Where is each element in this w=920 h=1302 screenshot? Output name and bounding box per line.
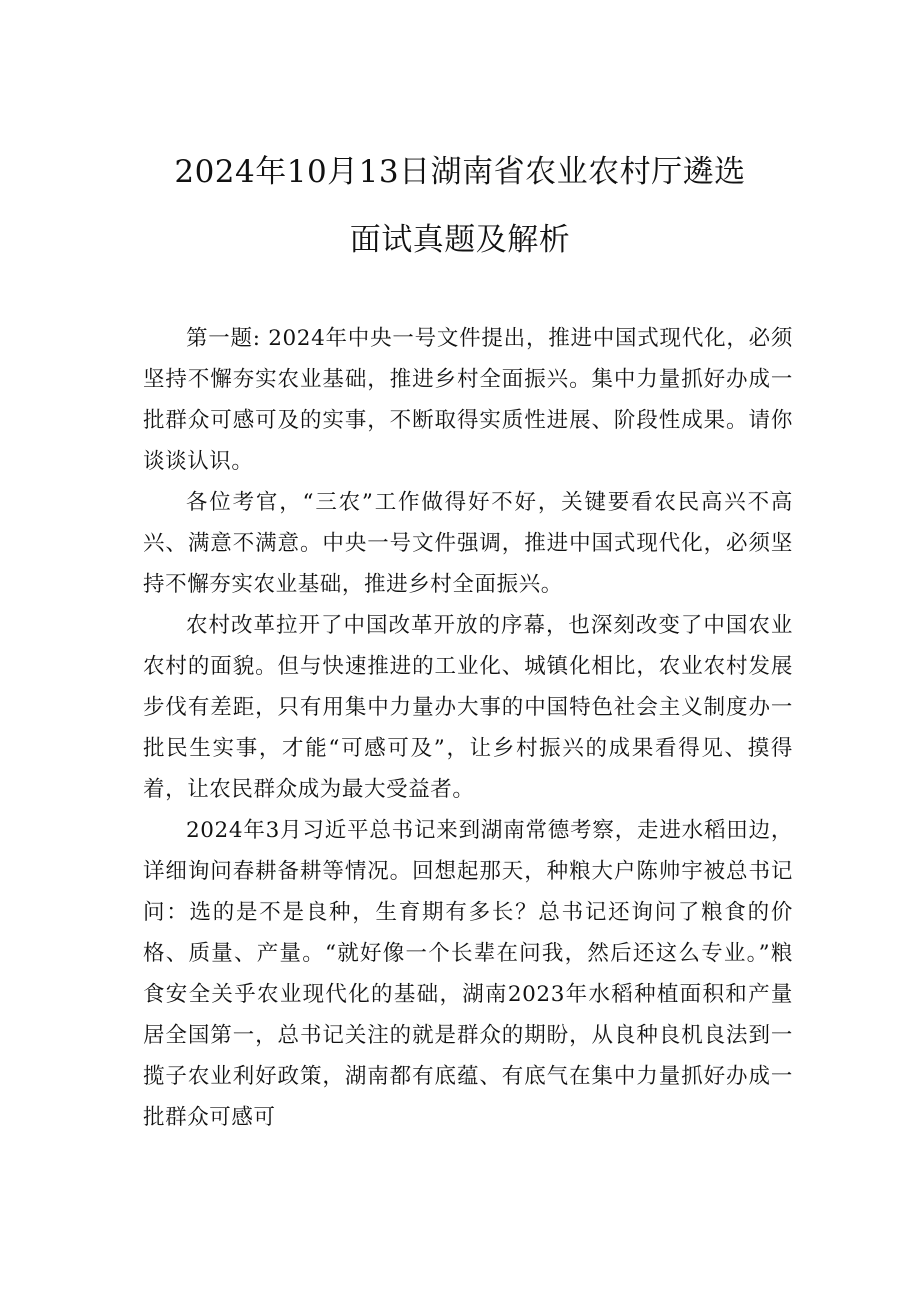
paragraph-changde-visit: 2024年3月习近平总书记来到湖南常德考察，走进水稻田边，详细询问春耕备耕等情况。回想起那天，种粮大户陈帅宇被总书记问：选的是不是良种，生育期有多长？总书记还询问了粮食的价格、质量、产量。“就好像一个长辈在问我，然后还这么专业。”粮食安全关乎农业现代化的基础，湖南2023年水稻种植面积和产量居全国第一，总书记关注的就是群众的期盼，从良种良机良法到一揽子农业利好政策，湖南都有底蕴、有底气在集中力量抓好办成一批群众可感可	[143, 818, 793, 1130]
document-title-line-2: 面试真题及解析	[349, 222, 571, 258]
paragraph-opening: 各位考官，“三农”工作做得好不好，关键要看农民高兴不高兴、满意不满意。中央一号文件强调，推进中国式现代化，必须坚持不懈夯实农业基础，推进乡村全面振兴。	[143, 490, 793, 597]
paragraph-reform: 农村改革拉开了中国改革开放的序幕，也深刻改变了中国农业农村的面貌。但与快速推进的工业化、城镇化相比，农业农村发展步伐有差距，只有用集中力量办大事的中国特色社会主义制度办一批民生实事，才能“可感可及”，让乡村振兴的成果看得见、摸得着，让农民群众成为最大受益者。	[143, 613, 793, 802]
document-body	[143, 318, 793, 1138]
document-title-line-1: 2024年10月13日湖南省农业农村厅遴选	[174, 154, 746, 190]
paragraph-question: 第一题: 2024年中央一号文件提出，推进中国式现代化，必须坚持不懈夯实农业基础，推进乡村全面振兴。集中力量抓好办成一批群众可感可及的实事，不断取得实质性进展、阶段性成果。请你谈谈认识。	[143, 326, 793, 474]
